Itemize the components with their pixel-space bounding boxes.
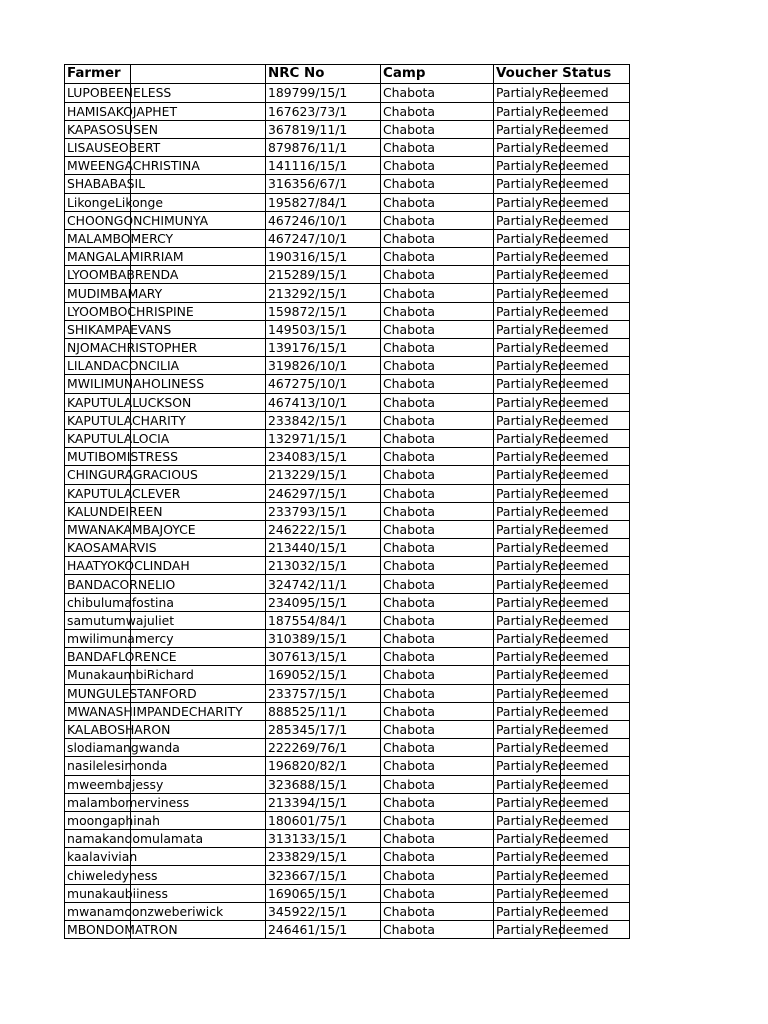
voucher-status-text: PartialyRedeemed: [496, 158, 609, 174]
table-row: [65, 120, 630, 138]
farmer-cell[interactable]: munakaubiiness: [65, 884, 266, 902]
table-row: [65, 157, 630, 175]
voucher-status-text: PartialyRedeemed: [496, 758, 609, 774]
camp-cell[interactable]: Chabota: [381, 666, 494, 684]
farmer-cell[interactable]: MANGALAMIRRIAM: [65, 248, 266, 266]
voucher-status-cell[interactable]: [494, 248, 630, 266]
camp-cell[interactable]: Chabota: [381, 84, 494, 102]
farmer-cell[interactable]: KALABOSHARON: [65, 720, 266, 738]
farmer-cell[interactable]: samutumwajuliet: [65, 611, 266, 629]
nrc-no-cell[interactable]: 189799/15/1: [266, 84, 381, 102]
camp-cell[interactable]: Chabota: [381, 193, 494, 211]
table-row: [65, 630, 630, 648]
farmer-cell[interactable]: CHOONGONCHIMUNYA: [65, 211, 266, 229]
table-row: [65, 211, 630, 229]
camp-cell[interactable]: Chabota: [381, 793, 494, 811]
camp-cell[interactable]: Chabota: [381, 375, 494, 393]
nrc-no-cell[interactable]: 316356/67/1: [266, 175, 381, 193]
voucher-status-text: PartialyRedeemed: [496, 103, 609, 119]
voucher-status-cell[interactable]: [494, 193, 630, 211]
nrc-no-cell[interactable]: 323667/15/1: [266, 866, 381, 884]
voucher-status-cell[interactable]: [494, 702, 630, 720]
table-row: [65, 448, 630, 466]
farmer-cell[interactable]: LikongeLikonge: [65, 193, 266, 211]
table-row: [65, 539, 630, 557]
farmer-cell[interactable]: HAMISAKOJAPHET: [65, 102, 266, 120]
voucher-status-text: PartialyRedeemed: [496, 376, 609, 392]
table-row: [65, 248, 630, 266]
farmer-cell[interactable]: SHABABASIL: [65, 175, 266, 193]
voucher-status-text: PartialyRedeemed: [496, 740, 609, 756]
farmer-cell[interactable]: chiweledyness: [65, 866, 266, 884]
voucher-status-text: PartialyRedeemed: [496, 612, 609, 628]
nrc-no-cell[interactable]: 233757/15/1: [266, 684, 381, 702]
nrc-no-cell[interactable]: 213032/15/1: [266, 557, 381, 575]
voucher-status-text: PartialyRedeemed: [496, 540, 609, 556]
farmer-cell[interactable]: MUTIBOMISTRESS: [65, 448, 266, 466]
voucher-status-cell[interactable]: [494, 684, 630, 702]
table-row: [65, 902, 630, 920]
farmer-cell[interactable]: MunakaumbiRichard: [65, 666, 266, 684]
farmer-cell[interactable]: BANDAFLORENCE: [65, 648, 266, 666]
voucher-status-cell[interactable]: [494, 302, 630, 320]
camp-cell[interactable]: Chabota: [381, 411, 494, 429]
farmer-cell[interactable]: KALUNDEIREEN: [65, 502, 266, 520]
voucher-status-cell[interactable]: [494, 775, 630, 793]
farmer-cell[interactable]: MUDIMBAMARY: [65, 284, 266, 302]
table-row: [65, 193, 630, 211]
header-camp[interactable]: Camp: [381, 65, 494, 84]
farmer-cell[interactable]: KAPUTULACHARITY: [65, 411, 266, 429]
voucher-status-cell[interactable]: [494, 138, 630, 156]
camp-cell[interactable]: Chabota: [381, 448, 494, 466]
header-row: [65, 65, 630, 84]
camp-cell[interactable]: Chabota: [381, 138, 494, 156]
farmer-cell[interactable]: LISAUSEOBERT: [65, 138, 266, 156]
nrc-no-cell[interactable]: 213229/15/1: [266, 466, 381, 484]
nrc-no-cell[interactable]: 141116/15/1: [266, 157, 381, 175]
table-row: [65, 466, 630, 484]
camp-cell[interactable]: Chabota: [381, 302, 494, 320]
nrc-no-cell[interactable]: 879876/11/1: [266, 138, 381, 156]
table-row: [65, 793, 630, 811]
camp-cell[interactable]: Chabota: [381, 266, 494, 284]
camp-cell[interactable]: Chabota: [381, 393, 494, 411]
table-row: [65, 393, 630, 411]
table-row: [65, 484, 630, 502]
voucher-status-text: PartialyRedeemed: [496, 340, 609, 356]
voucher-status-cell[interactable]: [494, 575, 630, 593]
camp-cell[interactable]: Chabota: [381, 811, 494, 829]
voucher-status-cell[interactable]: [494, 666, 630, 684]
farmer-cell[interactable]: moongaphinah: [65, 811, 266, 829]
nrc-no-cell[interactable]: 310389/15/1: [266, 630, 381, 648]
voucher-status-text: PartialyRedeemed: [496, 212, 609, 228]
camp-cell[interactable]: Chabota: [381, 502, 494, 520]
voucher-status-cell[interactable]: [494, 593, 630, 611]
nrc-no-cell[interactable]: 246461/15/1: [266, 921, 381, 939]
voucher-status-cell[interactable]: [494, 520, 630, 538]
voucher-status-text: PartialyRedeemed: [496, 485, 609, 501]
nrc-no-cell[interactable]: 222269/76/1: [266, 739, 381, 757]
farmer-cell[interactable]: LUPOBEENELESS: [65, 84, 266, 102]
farmer-cell[interactable]: LYOOMBABRENDA: [65, 266, 266, 284]
voucher-status-text: PartialyRedeemed: [496, 140, 609, 156]
table-row: [65, 921, 630, 939]
voucher-status-text: PartialyRedeemed: [496, 631, 609, 647]
voucher-status-text: PartialyRedeemed: [496, 867, 609, 883]
farmer-cell[interactable]: NJOMACHRISTOPHER: [65, 339, 266, 357]
camp-cell[interactable]: Chabota: [381, 575, 494, 593]
table-row: [65, 175, 630, 193]
nrc-no-cell[interactable]: 149503/15/1: [266, 320, 381, 338]
nrc-no-cell[interactable]: 213292/15/1: [266, 284, 381, 302]
camp-cell[interactable]: Chabota: [381, 611, 494, 629]
farmer-cell[interactable]: mwanamoonzweberiwick: [65, 902, 266, 920]
camp-cell[interactable]: Chabota: [381, 921, 494, 939]
voucher-status-cell[interactable]: [494, 157, 630, 175]
table-row: [65, 830, 630, 848]
voucher-status-cell[interactable]: [494, 339, 630, 357]
nrc-no-cell[interactable]: 190316/15/1: [266, 248, 381, 266]
voucher-status-cell[interactable]: [494, 357, 630, 375]
camp-cell[interactable]: Chabota: [381, 211, 494, 229]
table-row: [65, 648, 630, 666]
table-row: [65, 811, 630, 829]
nrc-no-cell[interactable]: 888525/11/1: [266, 702, 381, 720]
table-row: [65, 593, 630, 611]
voucher-status-text: PartialyRedeemed: [496, 121, 609, 137]
table-row: [65, 775, 630, 793]
camp-cell[interactable]: Chabota: [381, 357, 494, 375]
nrc-no-cell[interactable]: 233842/15/1: [266, 411, 381, 429]
voucher-status-text: PartialyRedeemed: [496, 358, 609, 374]
nrc-no-cell[interactable]: 213394/15/1: [266, 793, 381, 811]
camp-cell[interactable]: Chabota: [381, 848, 494, 866]
nrc-no-cell[interactable]: 234083/15/1: [266, 448, 381, 466]
voucher-status-cell[interactable]: [494, 793, 630, 811]
farmer-voucher-table: [64, 64, 630, 939]
voucher-status-text: PartialyRedeemed: [496, 285, 609, 301]
table-row: [65, 520, 630, 538]
camp-cell[interactable]: Chabota: [381, 775, 494, 793]
nrc-no-cell[interactable]: 467413/10/1: [266, 393, 381, 411]
farmer-cell[interactable]: KAPUTULALUCKSON: [65, 393, 266, 411]
farmer-cell[interactable]: KAPASOSUSEN: [65, 120, 266, 138]
camp-cell[interactable]: Chabota: [381, 429, 494, 447]
farmer-cell[interactable]: LYOOMBOCHRISPINE: [65, 302, 266, 320]
voucher-status-cell[interactable]: [494, 393, 630, 411]
nrc-no-cell[interactable]: 159872/15/1: [266, 302, 381, 320]
voucher-status-text: PartialyRedeemed: [496, 685, 609, 701]
farmer-cell[interactable]: KAPUTULACLEVER: [65, 484, 266, 502]
table-row: [65, 320, 630, 338]
voucher-status-text: PartialyRedeemed: [496, 849, 609, 865]
table-row: [65, 502, 630, 520]
voucher-status-text: PartialyRedeemed: [496, 467, 609, 483]
nrc-no-cell[interactable]: 180601/75/1: [266, 811, 381, 829]
voucher-status-text: PartialyRedeemed: [496, 722, 609, 738]
table-row: [65, 339, 630, 357]
camp-cell[interactable]: Chabota: [381, 484, 494, 502]
voucher-status-text: PartialyRedeemed: [496, 431, 609, 447]
table-row: [65, 720, 630, 738]
farmer-cell[interactable]: slodiamangwanda: [65, 739, 266, 757]
header-voucher-status-label: Voucher Status: [496, 66, 612, 82]
voucher-status-text: PartialyRedeemed: [496, 303, 609, 319]
farmer-cell[interactable]: MALAMBOMERCY: [65, 229, 266, 247]
voucher-status-text: PartialyRedeemed: [496, 176, 609, 192]
camp-cell[interactable]: Chabota: [381, 102, 494, 120]
nrc-no-cell[interactable]: 319826/10/1: [266, 357, 381, 375]
nrc-no-cell[interactable]: 132971/15/1: [266, 429, 381, 447]
camp-cell[interactable]: Chabota: [381, 757, 494, 775]
voucher-status-text: PartialyRedeemed: [496, 249, 609, 265]
table-body: [65, 84, 630, 939]
voucher-status-cell[interactable]: [494, 902, 630, 920]
camp-cell[interactable]: Chabota: [381, 648, 494, 666]
camp-cell[interactable]: Chabota: [381, 229, 494, 247]
voucher-status-cell[interactable]: [494, 211, 630, 229]
camp-cell[interactable]: Chabota: [381, 539, 494, 557]
voucher-status-cell[interactable]: [494, 630, 630, 648]
camp-cell[interactable]: Chabota: [381, 557, 494, 575]
voucher-status-cell[interactable]: [494, 848, 630, 866]
voucher-status-cell[interactable]: [494, 757, 630, 775]
farmer-cell[interactable]: KAOSAMARVIS: [65, 539, 266, 557]
farmer-cell[interactable]: LILANDACONCILIA: [65, 357, 266, 375]
camp-cell[interactable]: Chabota: [381, 157, 494, 175]
nrc-no-cell[interactable]: 233793/15/1: [266, 502, 381, 520]
table-row: [65, 611, 630, 629]
table-row: [65, 429, 630, 447]
voucher-status-cell[interactable]: [494, 739, 630, 757]
table-row: [65, 266, 630, 284]
farmer-cell[interactable]: mweembajessy: [65, 775, 266, 793]
farmer-cell[interactable]: MWEENGACHRISTINA: [65, 157, 266, 175]
nrc-no-cell[interactable]: 467275/10/1: [266, 375, 381, 393]
spreadsheet-sheet: [64, 64, 630, 939]
nrc-no-cell[interactable]: 167623/73/1: [266, 102, 381, 120]
nrc-no-cell[interactable]: 139176/15/1: [266, 339, 381, 357]
voucher-status-cell[interactable]: [494, 411, 630, 429]
table-row: [65, 102, 630, 120]
table-row: [65, 284, 630, 302]
voucher-status-cell[interactable]: [494, 448, 630, 466]
voucher-status-cell[interactable]: [494, 539, 630, 557]
farmer-cell[interactable]: MWANAKAMBAJOYCE: [65, 520, 266, 538]
voucher-status-text: PartialyRedeemed: [496, 703, 609, 719]
nrc-no-cell[interactable]: 213440/15/1: [266, 539, 381, 557]
farmer-cell[interactable]: mwilimunamercy: [65, 630, 266, 648]
farmer-cell[interactable]: MWANASHIMPANDECHARITY: [65, 702, 266, 720]
voucher-status-text: PartialyRedeemed: [496, 558, 609, 574]
camp-cell[interactable]: Chabota: [381, 339, 494, 357]
nrc-no-cell[interactable]: 285345/17/1: [266, 720, 381, 738]
camp-cell[interactable]: Chabota: [381, 739, 494, 757]
voucher-status-cell[interactable]: [494, 84, 630, 102]
voucher-status-cell[interactable]: [494, 375, 630, 393]
voucher-status-cell[interactable]: [494, 921, 630, 939]
voucher-status-cell[interactable]: [494, 830, 630, 848]
camp-cell[interactable]: Chabota: [381, 175, 494, 193]
voucher-status-cell[interactable]: [494, 557, 630, 575]
voucher-status-text: PartialyRedeemed: [496, 812, 609, 828]
voucher-status-text: PartialyRedeemed: [496, 794, 609, 810]
voucher-status-cell[interactable]: [494, 320, 630, 338]
table-row: [65, 757, 630, 775]
table-row: [65, 684, 630, 702]
nrc-no-cell[interactable]: 345922/15/1: [266, 902, 381, 920]
table-row: [65, 575, 630, 593]
voucher-status-cell[interactable]: [494, 102, 630, 120]
farmer-cell[interactable]: namakandomulamata: [65, 830, 266, 848]
farmer-cell[interactable]: nasilelesimonda: [65, 757, 266, 775]
voucher-status-cell[interactable]: [494, 502, 630, 520]
camp-cell[interactable]: Chabota: [381, 248, 494, 266]
table-row: [65, 411, 630, 429]
voucher-status-cell[interactable]: [494, 466, 630, 484]
camp-cell[interactable]: Chabota: [381, 593, 494, 611]
voucher-status-text: PartialyRedeemed: [496, 267, 609, 283]
farmer-cell[interactable]: SHIKAMPAEVANS: [65, 320, 266, 338]
voucher-status-text: PartialyRedeemed: [496, 503, 609, 519]
farmer-cell[interactable]: MBONDOMATRON: [65, 921, 266, 939]
voucher-status-cell[interactable]: [494, 884, 630, 902]
voucher-status-text: PartialyRedeemed: [496, 667, 609, 683]
camp-cell[interactable]: Chabota: [381, 466, 494, 484]
voucher-status-cell[interactable]: [494, 866, 630, 884]
nrc-no-cell[interactable]: 246222/15/1: [266, 520, 381, 538]
nrc-no-cell[interactable]: 196820/82/1: [266, 757, 381, 775]
nrc-no-cell[interactable]: 313133/15/1: [266, 830, 381, 848]
table-row: [65, 702, 630, 720]
voucher-status-text: PartialyRedeemed: [496, 831, 609, 847]
camp-cell[interactable]: Chabota: [381, 830, 494, 848]
voucher-status-cell[interactable]: [494, 175, 630, 193]
table-row: [65, 884, 630, 902]
voucher-status-text: PartialyRedeemed: [496, 576, 609, 592]
table-row: [65, 138, 630, 156]
voucher-status-cell[interactable]: [494, 720, 630, 738]
camp-cell[interactable]: Chabota: [381, 902, 494, 920]
farmer-cell[interactable]: HAATYOKOCLINDAH: [65, 557, 266, 575]
voucher-status-text: PartialyRedeemed: [496, 776, 609, 792]
nrc-no-cell[interactable]: 195827/84/1: [266, 193, 381, 211]
voucher-status-text: PartialyRedeemed: [496, 412, 609, 428]
camp-cell[interactable]: Chabota: [381, 720, 494, 738]
nrc-no-cell[interactable]: 467246/10/1: [266, 211, 381, 229]
camp-cell[interactable]: Chabota: [381, 120, 494, 138]
voucher-status-text: PartialyRedeemed: [496, 85, 609, 101]
table-row: [65, 848, 630, 866]
farmer-cell[interactable]: kaalavivian: [65, 848, 266, 866]
table-row: [65, 375, 630, 393]
table-row: [65, 739, 630, 757]
voucher-status-text: PartialyRedeemed: [496, 194, 609, 210]
camp-cell[interactable]: Chabota: [381, 684, 494, 702]
table-row: [65, 866, 630, 884]
voucher-status-text: PartialyRedeemed: [496, 649, 609, 665]
farmer-cell[interactable]: CHINGURAGRACIOUS: [65, 466, 266, 484]
table-row: [65, 302, 630, 320]
voucher-status-cell[interactable]: [494, 429, 630, 447]
farmer-cell[interactable]: chibulumafostina: [65, 593, 266, 611]
camp-cell[interactable]: Chabota: [381, 630, 494, 648]
voucher-status-text: PartialyRedeemed: [496, 230, 609, 246]
table-row: [65, 557, 630, 575]
voucher-status-cell[interactable]: [494, 811, 630, 829]
farmer-cell[interactable]: MUNGULESTANFORD: [65, 684, 266, 702]
camp-cell[interactable]: Chabota: [381, 884, 494, 902]
camp-cell[interactable]: Chabota: [381, 702, 494, 720]
voucher-status-text: PartialyRedeemed: [496, 394, 609, 410]
voucher-status-cell[interactable]: [494, 229, 630, 247]
voucher-status-text: PartialyRedeemed: [496, 594, 609, 610]
header-farmer[interactable]: Farmer: [65, 65, 266, 84]
nrc-no-cell[interactable]: 215289/15/1: [266, 266, 381, 284]
camp-cell[interactable]: Chabota: [381, 284, 494, 302]
voucher-status-text: PartialyRedeemed: [496, 321, 609, 337]
nrc-no-cell[interactable]: 467247/10/1: [266, 229, 381, 247]
voucher-status-text: PartialyRedeemed: [496, 449, 609, 465]
table-row: [65, 666, 630, 684]
farmer-cell[interactable]: KAPUTULALOCIA: [65, 429, 266, 447]
voucher-status-text: PartialyRedeemed: [496, 521, 609, 537]
table-row: [65, 84, 630, 102]
farmer-cell[interactable]: malambomerviness: [65, 793, 266, 811]
nrc-no-cell[interactable]: 246297/15/1: [266, 484, 381, 502]
nrc-no-cell[interactable]: 323688/15/1: [266, 775, 381, 793]
voucher-status-text: PartialyRedeemed: [496, 903, 609, 919]
nrc-no-cell[interactable]: 187554/84/1: [266, 611, 381, 629]
table-row: [65, 229, 630, 247]
camp-cell[interactable]: Chabota: [381, 866, 494, 884]
nrc-no-cell[interactable]: 169065/15/1: [266, 884, 381, 902]
camp-cell[interactable]: Chabota: [381, 320, 494, 338]
voucher-status-text: PartialyRedeemed: [496, 885, 609, 901]
camp-cell[interactable]: Chabota: [381, 520, 494, 538]
nrc-no-cell[interactable]: 367819/11/1: [266, 120, 381, 138]
voucher-status-text: PartialyRedeemed: [496, 922, 609, 938]
header-nrc-no[interactable]: NRC No: [266, 65, 381, 84]
nrc-no-cell[interactable]: 169052/15/1: [266, 666, 381, 684]
cell-split-line: [130, 64, 131, 939]
nrc-no-cell[interactable]: 307613/15/1: [266, 648, 381, 666]
voucher-status-cell[interactable]: [494, 266, 630, 284]
nrc-no-cell[interactable]: 324742/11/1: [266, 575, 381, 593]
voucher-status-cell[interactable]: [494, 611, 630, 629]
voucher-status-cell[interactable]: [494, 484, 630, 502]
voucher-status-cell[interactable]: [494, 648, 630, 666]
farmer-cell[interactable]: BANDACORNELIO: [65, 575, 266, 593]
voucher-status-cell[interactable]: [494, 120, 630, 138]
nrc-no-cell[interactable]: 233829/15/1: [266, 848, 381, 866]
farmer-cell[interactable]: MWILIMUNAHOLINESS: [65, 375, 266, 393]
nrc-no-cell[interactable]: 234095/15/1: [266, 593, 381, 611]
table-row: [65, 357, 630, 375]
voucher-status-cell[interactable]: [494, 284, 630, 302]
header-voucher-status[interactable]: [494, 65, 630, 84]
